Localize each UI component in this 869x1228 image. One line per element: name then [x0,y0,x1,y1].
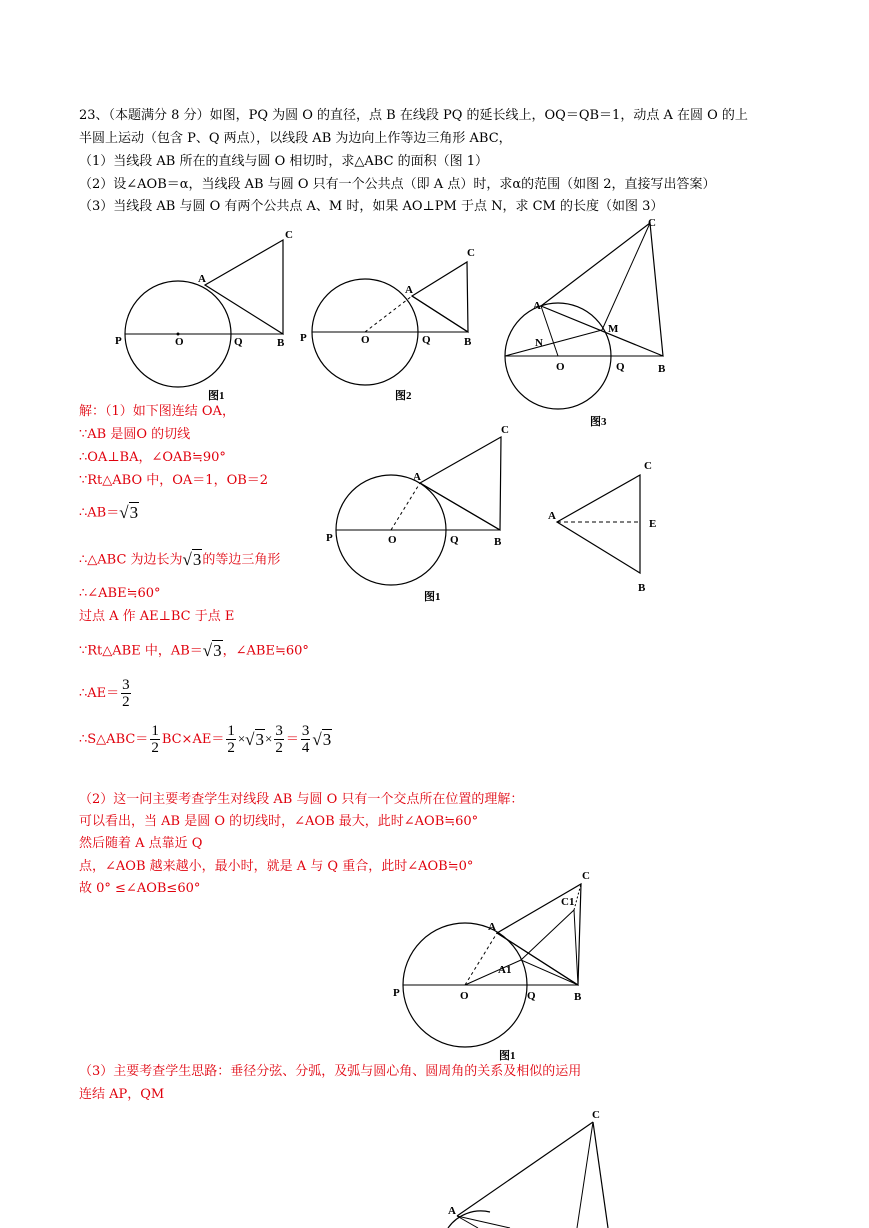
solution-figure-3-partial [430,1100,630,1228]
label-C: C [592,1109,600,1121]
problem-line-1: 23、（本题满分 8 分）如图，PQ 为圆 O 的直径，点 B 在线段 PQ 的延长线上，OQ＝QB＝1，动点 A 在圆 O 的上 [79,108,748,123]
sqrt-3: √3 [119,503,139,522]
solution1-line-8: 过点 A 作 AE⊥BC 于点 E [79,609,235,624]
solution1-line-11 [79,723,332,756]
bc-ae-label: BC×AE＝ [161,732,225,747]
label-O: O [556,361,565,373]
label-C1: C1 [561,896,575,908]
fraction-1-2: $\frac{1}{2}$ [227,723,235,756]
label-A: A [405,284,413,296]
label-B: B [277,337,285,349]
solution1-line-5 [79,504,139,523]
fraction-3-2: $\frac{3}{2}$ [122,677,130,710]
times-sign: × [237,731,246,746]
sqrt-3: √3 [182,550,202,569]
label-P: P [300,332,307,344]
solution2-line-1: （2）这一问主要考查学生对线段 AB 与圆 O 只有一个交点所在位置的理解： [79,792,524,807]
sqrt-3: √3 [202,641,222,660]
label-O: O [388,534,397,546]
sqrt-3: √3 [245,729,265,749]
label-O: O [361,334,370,346]
label-Q: Q [422,334,431,346]
label-A: A [488,921,496,933]
question-2: （2）设∠AOB＝α，当线段 AB 与圆 O 只有一个公共点（即 A 点）时，求α的范围（如图 2，直接写出答案） [79,177,716,192]
solution1-line-1: 解：（1）如下图连结 OA， [79,404,235,419]
area-label: ∴S△ABC＝ [79,732,149,747]
sqrt-3: √3 [312,729,332,749]
label-A: A [548,510,556,522]
ae-equals-label: ∴AE＝ [79,686,120,701]
solution2-line-4: 点，∠AOB 越来越小，最小时，就是 A 与 Q 重合，此时∠AOB≒0° [79,859,474,874]
label-Q: Q [234,336,243,348]
label-O: O [460,990,469,1002]
label-B: B [638,582,646,594]
figure-3-caption: 图3 [590,416,607,428]
label-Q: Q [616,361,625,373]
solution3-line-2: 连结 AP，QM [79,1087,165,1102]
solution2-line-2: 可以看出，当 AB 是圆 O 的切线时，∠AOB 最大，此时∠AOB≒60° [79,814,479,829]
solution1-line-3: ∴OA⊥BA，∠OAB≒90° [79,450,226,465]
figure-2-problem [295,245,485,405]
label-P: P [326,532,333,544]
label-P: P [393,987,400,999]
label-P: P [115,335,122,347]
label-Q: Q [450,534,459,546]
solution1-line-9 [79,642,309,661]
label-N: N [535,337,543,349]
label-A1: A1 [498,964,512,976]
solution-figure-1 [325,420,525,610]
label-Q: Q [527,990,536,1002]
label-O: O [175,336,184,348]
question-3: （3）当线段 AB 与圆 O 有两个公共点 A、M 时，如果 AO⊥PM 于点 N，求 CM 的长度（如图 3） [79,199,664,214]
angle-abe-label: ，∠ABE≒60° [222,643,309,659]
label-C: C [285,229,293,241]
label-A: A [198,273,206,285]
fraction-1-2: $\frac{1}{2}$ [151,723,159,756]
solution-figure-2 [390,865,610,1065]
label-B: B [574,991,582,1003]
label-B: B [494,536,502,548]
label-B: B [658,363,666,375]
label-C: C [644,460,652,472]
label-A: A [533,300,541,312]
solution-figure-2-caption: 图1 [499,1050,516,1062]
solution1-line-10 [79,677,133,710]
figure-1-caption: 图1 [208,390,225,402]
solution1-line-4: ∵Rt△ABO 中，OA＝1，OB＝2 [79,473,269,488]
solution1-line-7: ∴∠ABE≒60° [79,586,161,601]
ab-equals-label: ∴AB＝ [79,505,120,521]
label-C: C [501,424,509,436]
question-1: （1）当线段 AB 所在的直线与圆 O 相切时，求△ABC 的面积（图 1） [79,154,489,169]
figure-3-problem [495,215,695,430]
label-C: C [648,217,656,229]
equilateral-label: 的等边三角形 [202,552,281,568]
triangle-side-label: ∴△ABC 为边长为 [79,552,183,568]
triangle-abc-figure [545,455,665,595]
rt-abe-label: ∵Rt△ABE 中，AB＝ [79,643,203,659]
equals-sign: ＝ [285,732,299,747]
solution-figure-1-caption: 图1 [424,591,441,603]
figure-1-problem [110,225,310,405]
solution2-line-3: 然后随着 A 点靠近 Q [79,836,203,851]
figure-2-caption: 图2 [395,390,412,402]
label-E: E [649,518,657,530]
label-A: A [448,1205,456,1217]
fraction-3-4: $\frac{3}{4}$ [301,723,310,756]
times-sign: × [265,731,273,746]
label-C: C [582,870,590,882]
solution3-line-1: （3）主要考查学生思路：垂径分弦、分弧，及弧与圆心角、圆周角的关系及相似的运用 [79,1064,582,1079]
solution1-line-2: ∵AB 是圆O 的切线 [79,427,191,442]
label-A: A [413,471,421,483]
solution2-line-5: 故 0° ≤∠AOB≤60° [79,881,201,896]
label-C: C [467,247,475,259]
fraction-3-2: $\frac{3}{2}$ [275,723,283,756]
label-M: M [608,323,619,335]
label-B: B [464,336,472,348]
problem-line-2: 半圆上运动（包含 P、Q 两点），以线段 AB 为边向上作等边三角形 ABC， [79,131,512,146]
solution1-line-6 [79,551,280,570]
